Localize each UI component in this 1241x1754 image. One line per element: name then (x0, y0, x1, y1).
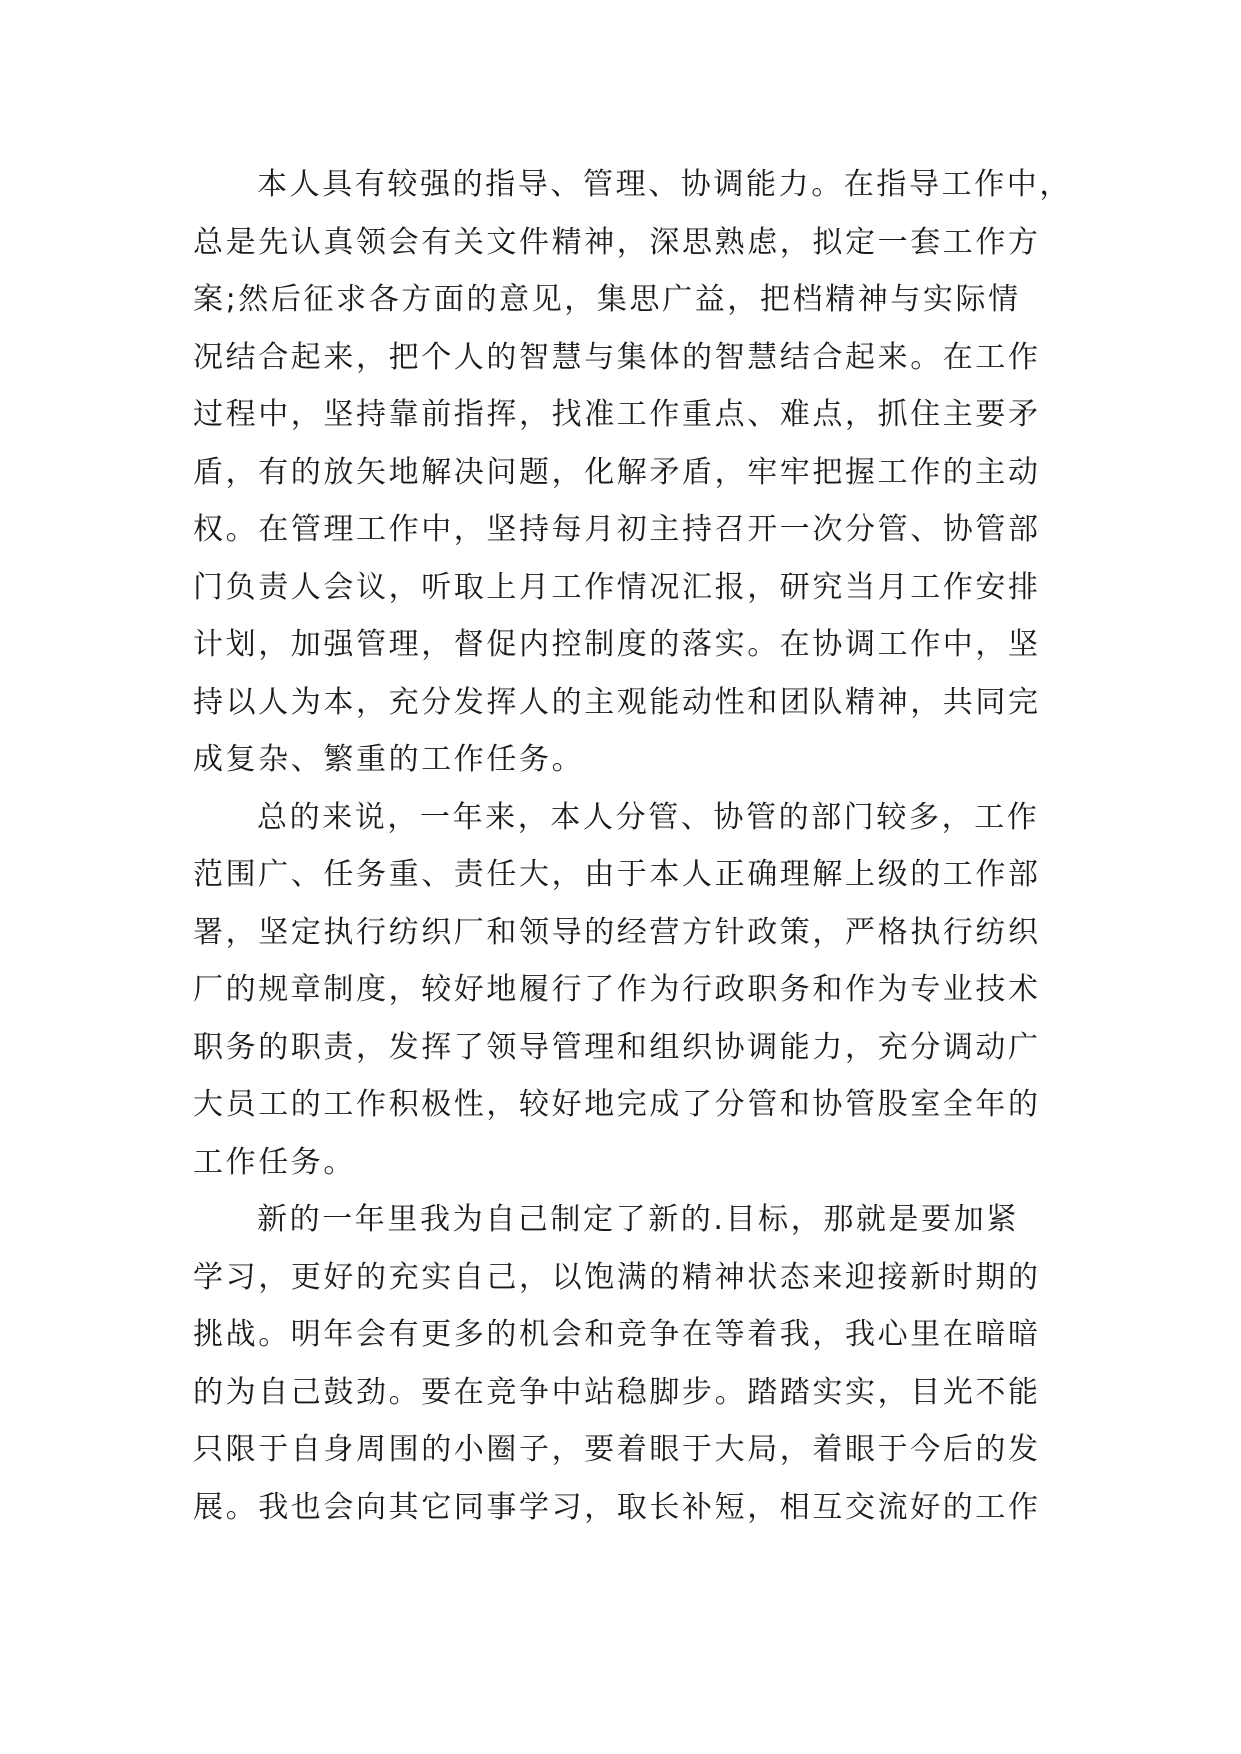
text-line: 展。我也会向其它同事学习，取长补短，相互交流好的工作 (193, 1489, 1041, 1525)
text-line: 过程中，坚持靠前指挥，找准工作重点、难点，抓住主要矛 (193, 397, 1041, 432)
text-line: 况结合起来，把个人的智慧与集体的智慧结合起来。在工作 (193, 339, 1041, 375)
text-line: 门负责人会议，听取上月工作情况汇报，研究当月工作安排 (193, 569, 1041, 605)
text-line: 成复杂、繁重的工作任务。 (193, 742, 585, 777)
text-line: 工作任务。 (193, 1144, 356, 1180)
text-line: 持以人为本，充分发挥人的主观能动性和团队精神，共同完 (193, 684, 1041, 720)
text-line: 厂的规章制度，较好地履行了作为行政职务和作为专业技术 (193, 972, 1041, 1007)
text-line: 案;然后征求各方面的意见，集思广益，把档精神与实际情 (193, 282, 1021, 317)
paragraph-3 (193, 1191, 1053, 1536)
text-line: 范围广、任务重、责任大，由于本人正确理解上级的工作部 (193, 857, 1041, 892)
text-line: 新的一年里我为自己制定了新的.目标，那就是要加紧 (257, 1202, 1019, 1237)
text-line: 学习，更好的充实自己，以饱满的精神状态来迎接新时期的 (193, 1259, 1041, 1295)
paragraph-1 (193, 156, 1072, 789)
text-line: 挑战。明年会有更多的机会和竞争在等着我，我心里在暗暗 (193, 1317, 1041, 1352)
text-line: 署，坚定执行纺织厂和领导的经营方针政策，严格执行纺织 (193, 914, 1041, 950)
text-line: 的为自己鼓劲。要在竞争中站稳脚步。踏踏实实，目光不能 (193, 1374, 1041, 1410)
document-body (193, 156, 1072, 1536)
text-line: 总的来说，一年来，本人分管、协管的部门较多，工作 (257, 799, 1040, 835)
text-line: 职务的职责，发挥了领导管理和组织协调能力，充分调动广 (193, 1029, 1041, 1065)
text-line: 本人具有较强的指导、管理、协调能力。在指导工作中， (257, 167, 1072, 202)
text-line: 计划，加强管理，督促内控制度的落实。在协调工作中，坚 (193, 627, 1041, 662)
text-line: 盾，有的放矢地解决问题，化解矛盾，牢牢把握工作的主动 (193, 454, 1041, 490)
text-line: 总是先认真领会有关文件精神，深思熟虑，拟定一套工作方 (193, 224, 1041, 260)
paragraph-2 (193, 789, 1053, 1192)
text-line: 只限于自身周围的小圈子，要着眼于大局，着眼于今后的发 (193, 1432, 1041, 1467)
text-line: 权。在管理工作中，坚持每月初主持召开一次分管、协管部 (193, 512, 1041, 547)
text-line: 大员工的工作积极性，较好地完成了分管和协管股室全年的 (193, 1087, 1041, 1122)
